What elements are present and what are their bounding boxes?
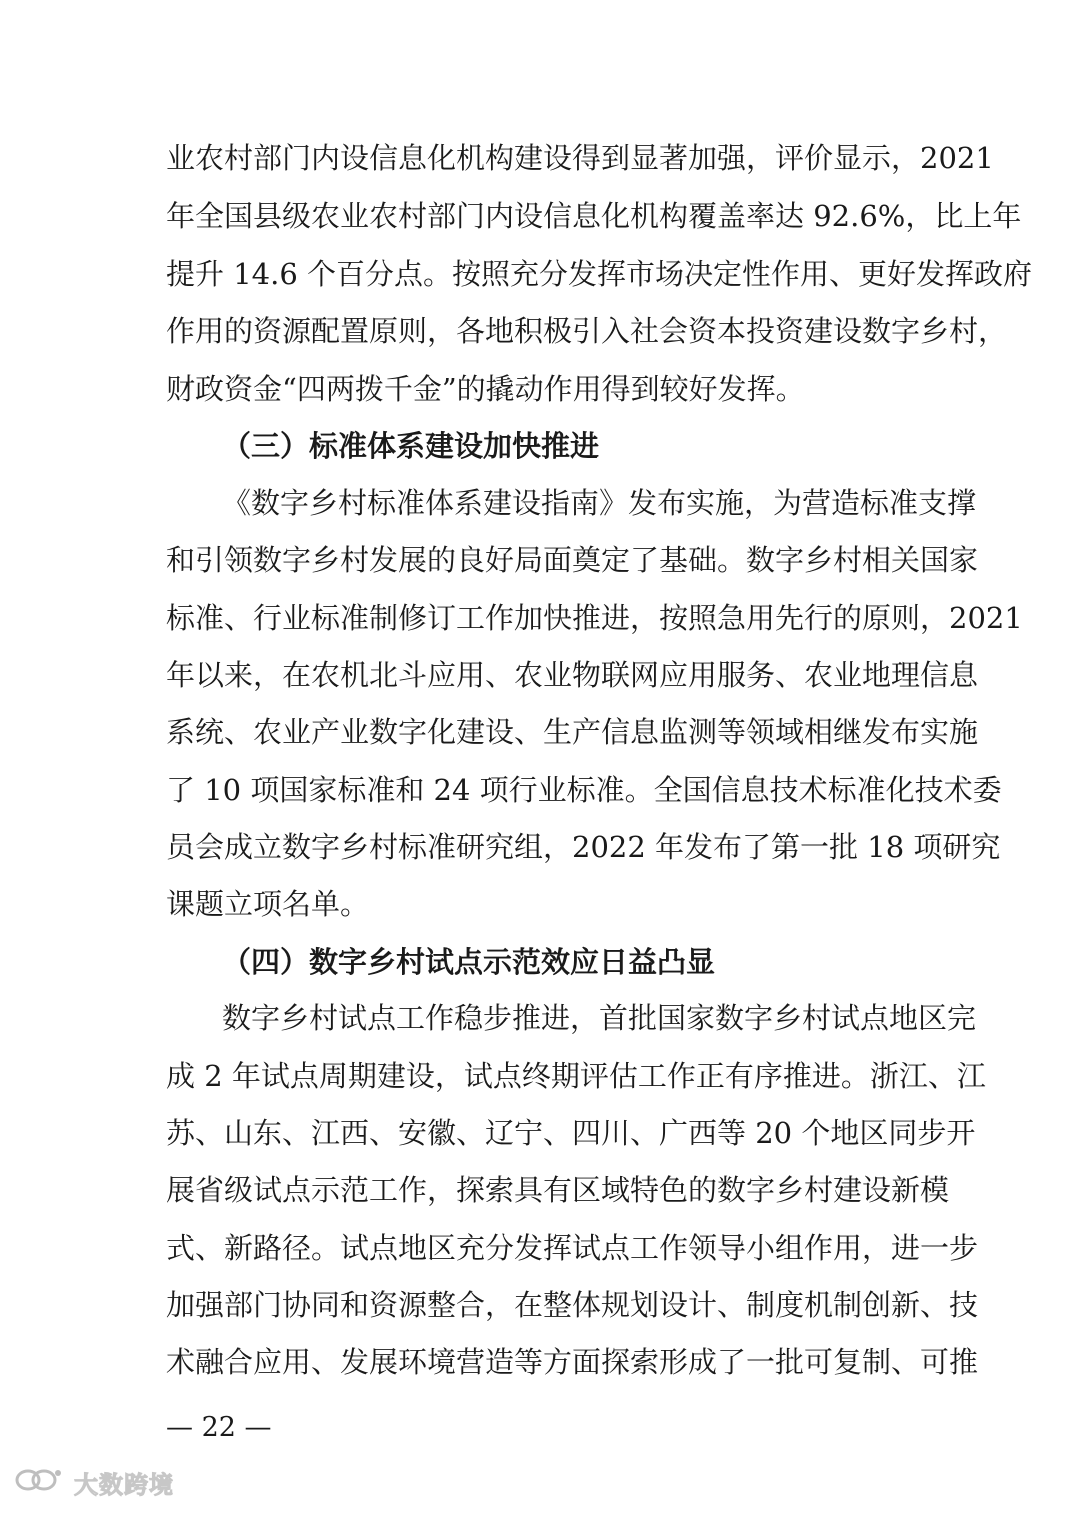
body-text-line: 提升 14.6 个百分点。按照充分发挥市场决定性作用、更好发挥政府 [166, 257, 1033, 291]
body-text-line: 成 2 年试点周期建设，试点终期评估工作正有序推进。浙江、江 [166, 1059, 986, 1093]
body-text-line: 了 10 项国家标准和 24 项行业标准。全国信息技术标准化技术委 [166, 773, 1002, 807]
body-text-line: 式、新路径。试点地区充分发挥试点工作领导小组作用，进一步 [166, 1231, 979, 1265]
body-text-line: 和引领数字乡村发展的良好局面奠定了基础。数字乡村相关国家 [166, 543, 979, 577]
section-heading: （四）数字乡村试点示范效应日益凸显 [222, 945, 716, 979]
body-text-line: 员会成立数字乡村标准研究组，2022 年发布了第一批 18 项研究 [166, 830, 1001, 864]
watermark-text: 大数跨境 [74, 1470, 174, 1499]
body-text-line: 年以来，在农机北斗应用、农业物联网应用服务、农业地理信息 [166, 658, 979, 692]
body-text-line: 展省级试点示范工作，探索具有区域特色的数字乡村建设新模 [166, 1173, 950, 1207]
page-number: — 22 — [166, 1412, 272, 1443]
body-text-line: 年全国县级农业农村部门内设信息化机构覆盖率达 92.6%，比上年 [166, 199, 1022, 233]
body-text-line: 标准、行业标准制修订工作加快推进，按照急用先行的原则，2021 [166, 601, 1023, 635]
body-text-line: 《数字乡村标准体系建设指南》发布实施，为营造标准支撑 [222, 486, 977, 520]
section-heading: （三）标准体系建设加快推进 [222, 429, 600, 463]
body-text-line: 苏、山东、江西、安徽、辽宁、四川、广西等 20 个地区同步开 [166, 1116, 976, 1150]
link-logo-icon [14, 1465, 66, 1499]
body-text-line: 业农村部门内设信息化机构建设得到显著加强，评价显示，2021 [166, 141, 994, 175]
watermark [14, 1460, 174, 1504]
body-text-line: 财政资金“四两拨千金”的撬动作用得到较好发挥。 [166, 372, 805, 406]
body-text-line: 课题立项名单。 [166, 887, 370, 921]
body-text-line: 术融合应用、发展环境营造等方面探索形成了一批可复制、可推 [166, 1345, 979, 1379]
body-text-line: 数字乡村试点工作稳步推进，首批国家数字乡村试点地区完 [222, 1001, 977, 1035]
body-text-line: 作用的资源配置原则，各地积极引入社会资本投资建设数字乡村， [166, 314, 1008, 348]
body-text-line: 系统、农业产业数字化建设、生产信息监测等领域相继发布实施 [166, 715, 979, 749]
body-text-line: 加强部门协同和资源整合，在整体规划设计、制度机制创新、技 [166, 1288, 979, 1322]
